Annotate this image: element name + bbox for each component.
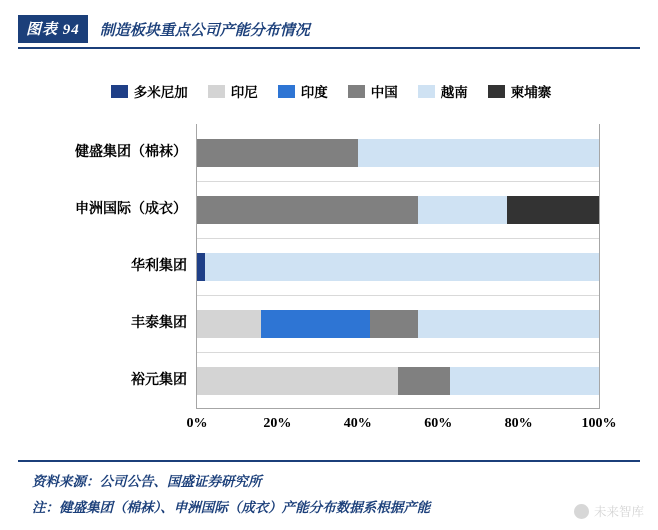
legend-label: 越南	[440, 85, 468, 100]
category-label: 申洲国际（成衣）	[75, 201, 187, 217]
bar-segment	[370, 310, 418, 338]
bar-segment	[450, 367, 599, 395]
bar-segment	[197, 253, 205, 281]
legend-item	[208, 81, 258, 101]
bar-segment	[197, 196, 418, 224]
legend-label: 多米尼加	[133, 85, 188, 100]
row-gridline	[197, 295, 599, 296]
bar-segment	[358, 139, 599, 167]
chart-header	[18, 12, 640, 46]
chart-legend	[46, 78, 616, 104]
header-divider	[18, 47, 640, 49]
page-title: 制造板块重点公司产能分布情况	[99, 22, 310, 39]
footnote: 注：健盛集团（棉袜）、申洲国际（成衣）产能分布数据系根据产能	[32, 500, 431, 515]
legend-swatch-icon	[278, 85, 295, 98]
bar-segment	[197, 139, 358, 167]
legend-item	[348, 81, 398, 101]
x-axis-tick-label: 60%	[424, 416, 453, 431]
bar-row	[75, 196, 599, 224]
bar-segment	[507, 196, 599, 224]
watermark-logo-icon	[574, 504, 589, 519]
x-axis-tick-label: 20%	[263, 416, 292, 431]
x-axis-tick-label: 40%	[343, 416, 372, 431]
category-label: 健盛集团（棉袜）	[75, 144, 187, 160]
legend-item	[278, 81, 328, 101]
x-axis-tick-label: 100%	[581, 416, 617, 431]
bar-row	[131, 253, 599, 281]
legend-label: 印尼	[230, 85, 258, 100]
category-label: 丰泰集团	[131, 315, 187, 331]
legend-item	[418, 81, 468, 101]
bar-segment	[398, 367, 450, 395]
bar-row	[131, 367, 599, 395]
watermark-label: 未来智库	[593, 505, 644, 519]
bar-segment	[261, 310, 370, 338]
legend-label: 柬埔寨	[510, 85, 552, 100]
legend-swatch-icon	[348, 85, 365, 98]
row-gridline	[197, 181, 599, 182]
watermark	[574, 502, 644, 520]
category-label: 华利集团	[131, 258, 187, 274]
plot-area	[75, 124, 617, 431]
legend-swatch-icon	[418, 85, 435, 98]
bar-segment	[418, 196, 506, 224]
x-axis-tick-label: 0%	[186, 416, 208, 431]
bar-segment	[197, 310, 261, 338]
category-label: 裕元集团	[131, 372, 187, 388]
legend-item	[111, 81, 188, 101]
legend-swatch-icon	[208, 85, 225, 98]
source-note: 资料来源：公司公告、国盛证券研究所	[32, 474, 262, 489]
figure-number-badge: 图表 94	[18, 15, 88, 43]
row-gridline	[197, 352, 599, 353]
footer-divider	[18, 460, 640, 462]
row-gridline	[197, 238, 599, 239]
bar-segment	[197, 367, 398, 395]
legend-label: 中国	[370, 85, 398, 100]
legend-item	[488, 81, 552, 101]
legend-label: 印度	[300, 85, 328, 100]
legend-swatch-icon	[488, 85, 505, 98]
legend-swatch-icon	[111, 85, 128, 98]
bar-row	[75, 139, 599, 167]
x-axis-tick-label: 80%	[504, 416, 533, 431]
bar-row	[131, 310, 599, 338]
bar-segment	[205, 253, 599, 281]
bar-segment	[418, 310, 599, 338]
